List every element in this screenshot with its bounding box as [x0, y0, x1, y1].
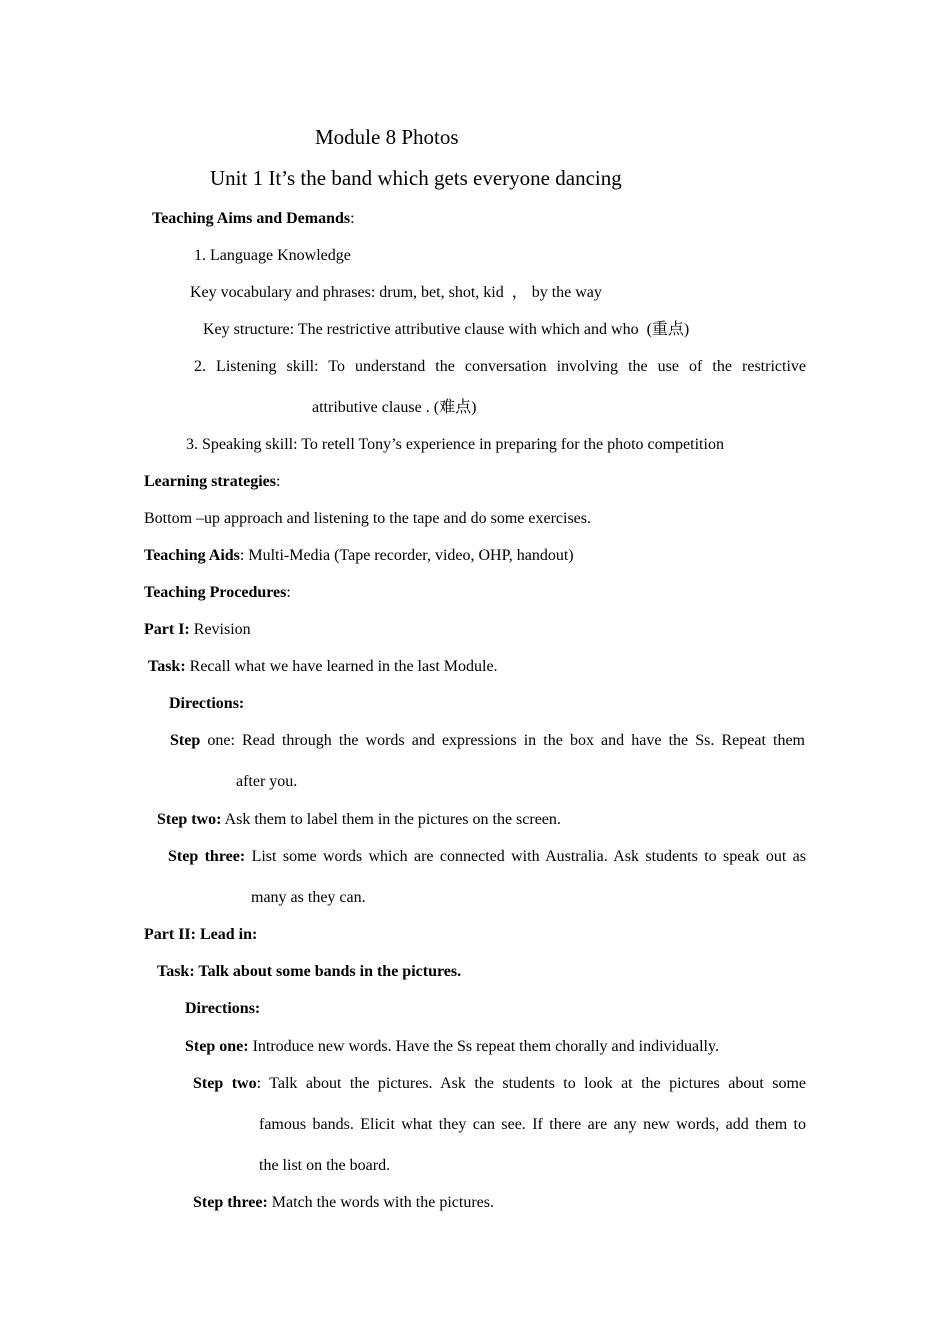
procedures-heading-line	[144, 583, 291, 603]
part1-directions-label: Directions:	[169, 695, 245, 712]
part2-step1-label: Step one:	[185, 1038, 249, 1055]
aims-heading-line	[152, 209, 355, 229]
strategies-text: Bottom –up approach and listening to the tape and do some exercises.	[144, 510, 591, 527]
part1-text: Revision	[189, 621, 251, 638]
part1-task-label: Task:	[148, 658, 186, 675]
part1-step1-label: Step	[170, 732, 201, 749]
part1-step3-line-1	[168, 847, 806, 867]
part1-step1-line-2: after you.	[236, 773, 298, 790]
page-title: Module 8 Photos	[315, 125, 459, 149]
aims-vocab: Key vocabulary and phrases: drum, bet, shot, kid ， by the way	[190, 284, 602, 301]
part2-directions	[185, 999, 260, 1019]
part1-step2-label: Step two:	[157, 811, 222, 828]
part2-step3	[193, 1193, 494, 1213]
part2-step3-label: Step three:	[193, 1194, 268, 1211]
aids-heading: Teaching Aids	[144, 547, 240, 564]
part1-step2	[157, 810, 561, 830]
aims-structure-text: Key structure: The restrictive attributive clause with which and who	[203, 321, 639, 338]
part2-step2-line-3: the list on the board.	[259, 1157, 391, 1174]
aids-line	[144, 546, 574, 566]
part1-label: Part I:	[144, 621, 190, 638]
procedures-heading: Teaching Procedures	[144, 584, 287, 601]
part1-step3-label: Step three:	[168, 848, 246, 865]
part1-step3-line-2: many as they can.	[251, 889, 366, 906]
aims-colon: :	[350, 210, 355, 227]
aims-structure	[203, 320, 689, 340]
part2-step2-text: : Talk about the pictures. Ask the students to look at the pictures about some	[256, 1075, 806, 1092]
strategies-heading: Learning strategies	[144, 473, 276, 490]
part2-task-text: Task: Talk about some bands in the pictures.	[157, 963, 462, 980]
aims-heading: Teaching Aims and Demands	[152, 210, 351, 227]
part2-step2-line-1	[193, 1074, 806, 1094]
part1-step1-line-1	[170, 731, 805, 751]
strategies-colon: :	[275, 473, 281, 490]
part1-step1-text: one: Read through the words and expressions in the box and have the Ss. Repeat them	[200, 732, 805, 749]
part2-step1	[185, 1037, 719, 1057]
part1-task-text: Recall what we have learned in the last Module.	[185, 658, 498, 675]
procedures-colon: :	[286, 584, 291, 601]
part2-directions-label: Directions:	[185, 1000, 261, 1017]
part1-heading	[144, 620, 251, 640]
part2-heading	[144, 925, 257, 945]
part2-step1-text: Introduce new words. Have the Ss repeat them chorally and individually.	[248, 1038, 719, 1055]
aims-structure-note: (重点)	[646, 321, 690, 338]
part1-task	[148, 657, 498, 677]
part2-step2-line-2: famous bands. Elicit what they can see. If there are any new words, add them to	[259, 1116, 806, 1133]
aims-item-2-line-2: attributive clause . (难点)	[312, 399, 477, 416]
part1-step3-text: List some words which are connected with Australia. Ask students to speak out as	[245, 848, 807, 865]
aims-item-3: 3. Speaking skill: To retell Tony’s experience in preparing for the photo competition	[186, 436, 724, 453]
aids-text: : Multi-Media (Tape recorder, video, OHP, handout)	[239, 547, 574, 564]
part2-task	[157, 962, 461, 982]
part1-step2-text: Ask them to label them in the pictures on the screen.	[221, 811, 561, 828]
aims-item-1: 1. Language Knowledge	[194, 247, 351, 264]
part2-step2-label: Step two	[193, 1075, 257, 1092]
part2-label: Part II: Lead in:	[144, 926, 258, 943]
strategies-heading-line	[144, 472, 280, 492]
page-subtitle: Unit 1 It’s the band which gets everyone dancing	[210, 166, 622, 190]
part2-step3-text: Match the words with the pictures.	[267, 1194, 494, 1211]
part1-directions	[169, 694, 244, 714]
aims-item-2-line-1: 2. Listening skill: To understand the conversation involving the use of the restrictive	[194, 358, 806, 375]
